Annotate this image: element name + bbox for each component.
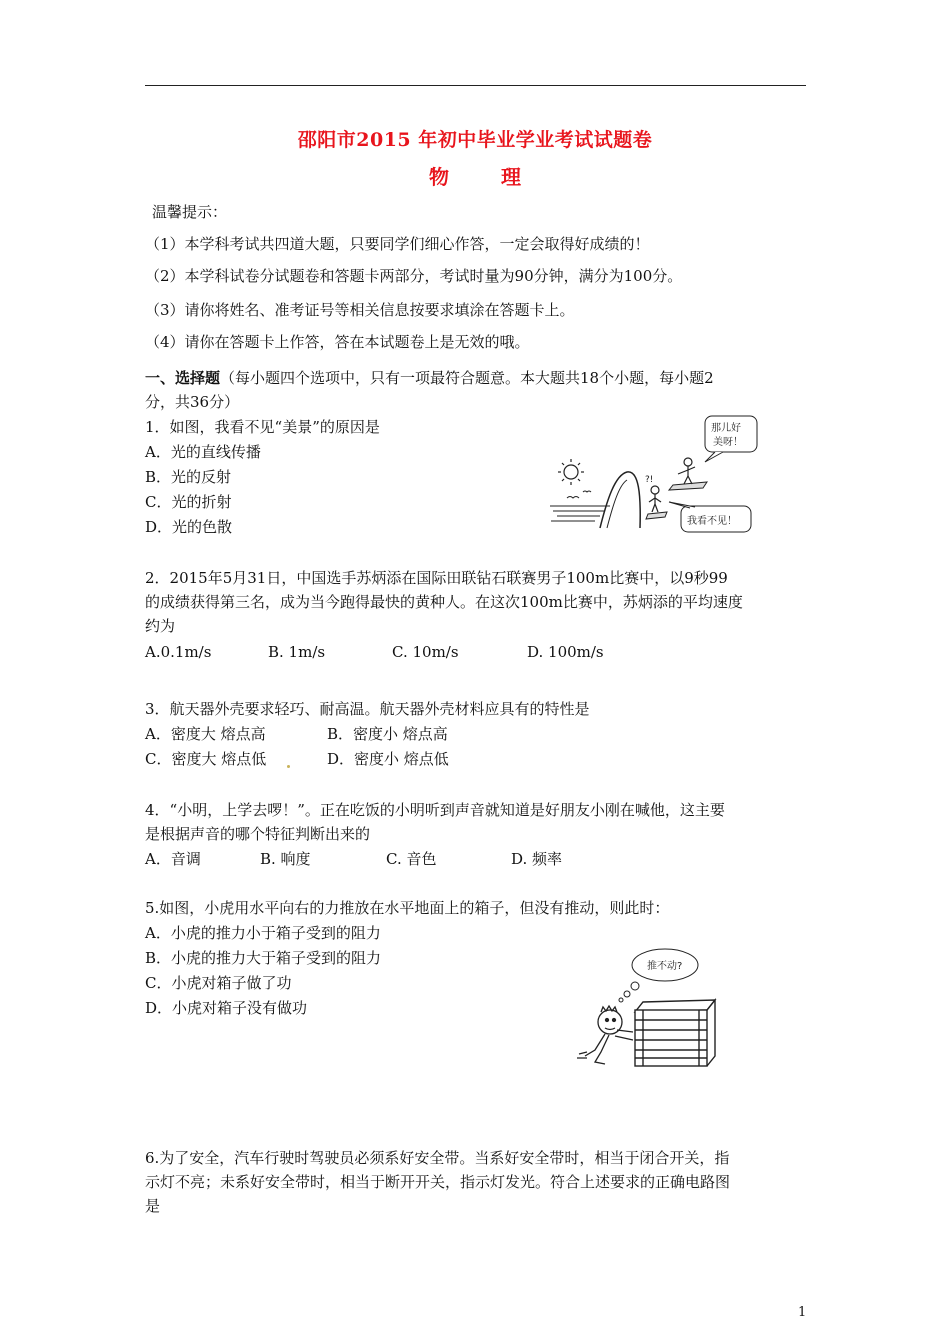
stem-line: 是 (145, 1197, 161, 1215)
stem-line: 4．“小明，上学去啰！”。正在吃饭的小明听到声音就知道是好朋友小刚在喊他，这主要 (145, 801, 725, 819)
stem-line: 约为 (145, 617, 176, 635)
option: A．小虎的推力小于箱子受到的阻力 (145, 924, 381, 942)
subject-char: 物 (429, 165, 449, 189)
exam-title: 邵阳市2015 年初中毕业学业考试试题卷 (297, 129, 653, 151)
option: C．密度大 熔点低 (145, 750, 267, 768)
subject-title (0, 161, 950, 190)
question-stem: 1．如图，我看不见“美景”的原因是 (145, 418, 380, 436)
option: B. 响度 (260, 850, 311, 868)
option: C．光的折射 (145, 493, 232, 511)
option: A．音调 (145, 850, 201, 868)
option: D. 频率 (511, 850, 563, 868)
bubble-tail (705, 452, 723, 462)
top-rule (145, 85, 806, 86)
speech-top-line2: 美呀！ (713, 437, 743, 448)
sun-icon (558, 459, 584, 485)
option: A.0.1m/s (145, 643, 212, 661)
question-stem (145, 566, 810, 638)
option: C．小虎对箱子做了功 (145, 974, 292, 992)
option: B．小虎的推力大于箱子受到的阻力 (145, 949, 382, 967)
option: B．密度小 熔点高 (327, 725, 448, 743)
option: D．小虎对箱子没有做功 (145, 999, 308, 1017)
option: A．光的直线传播 (145, 443, 261, 461)
subject-char: 理 (501, 165, 521, 189)
bottom-person (649, 486, 661, 512)
stem-line: 是根据声音的哪个特征判断出来的 (145, 825, 371, 843)
speech-top-line1: 那儿好 (711, 423, 741, 434)
crate (635, 1000, 715, 1066)
page-number: 1 (798, 1305, 807, 1320)
option: D. 100m/s (527, 643, 604, 661)
q5-figure (565, 940, 730, 1070)
option: C. 10m/s (392, 643, 459, 661)
speech-bottom: 我看不见！ (687, 516, 737, 527)
top-platform (669, 482, 707, 490)
top-person (678, 458, 695, 484)
stem-line: 示灯不亮；未系好安全带时，相当于断开开关，指示灯发光。符合上述要求的正确电路图 (145, 1173, 731, 1191)
option: D．光的色散 (145, 518, 233, 536)
notice-item: （3）请你将姓名、准考证号等相关信息按要求填涂在答题卡上。 (145, 301, 575, 319)
question-stem (145, 798, 810, 846)
notice-item: （2）本学科试卷分试题卷和答题卡两部分，考试时量为90分钟，满分为100分。 (145, 267, 683, 285)
q1-figure (545, 410, 760, 535)
option: C. 音色 (386, 850, 437, 868)
option: D．密度小 熔点低 (327, 750, 449, 768)
section-desc-cont: 分，共36分） (145, 393, 240, 411)
section-desc: （每小题四个选项中，只有一项最符合题意。本大题共18个小题，每小题2 (220, 369, 714, 387)
option: B. 1m/s (268, 643, 326, 661)
notice-item: （4）请你在答题卡上作答，答在本试题卷上是无效的哦。 (145, 333, 530, 351)
question-stem: 3．航天器外壳要求轻巧、耐高温。航天器外壳材料应具有的特性是 (145, 700, 590, 718)
water-lines (550, 506, 610, 521)
bottom-platform (646, 512, 667, 519)
section-label: 一、选择题 (145, 369, 221, 387)
thought-text: 推不动? (647, 961, 683, 972)
stem-line: 的成绩获得第三名，成为当今跑得最快的黄种人。在这次100m比赛中，苏炳添的平均速度 (145, 593, 743, 611)
question-stem: 5.如图，小虎用水平向右的力推放在水平地面上的箱子，但没有推动，则此时： (145, 899, 670, 917)
mountain-shade (607, 480, 627, 528)
section-heading (145, 368, 714, 388)
bird-icon (583, 491, 591, 492)
mountain (600, 472, 640, 528)
stem-line: 6.为了安全，汽车行驶时驾驶员必须系好安全带。当系好安全带时，相当于闭合开关，指 (145, 1149, 730, 1167)
stem-line: 2．2015年5月31日，中国选手苏炳添在国际田联钻石联赛男子100m比赛中，以9秒99 (145, 569, 728, 587)
notice-heading: 温馨提示： (152, 203, 228, 221)
stray-dot (287, 765, 290, 768)
option: A．密度大 熔点高 (145, 725, 266, 743)
boy-pushing (577, 1006, 633, 1064)
option: B．光的反射 (145, 468, 232, 486)
question-stem (145, 1146, 810, 1218)
question-marks: ?! (645, 475, 654, 485)
notice-item: （1）本学科考试共四道大题，只要同学们细心作答，一定会取得好成绩的！ (145, 235, 650, 253)
bird-icon (567, 497, 579, 499)
bubble-tail (669, 502, 695, 508)
